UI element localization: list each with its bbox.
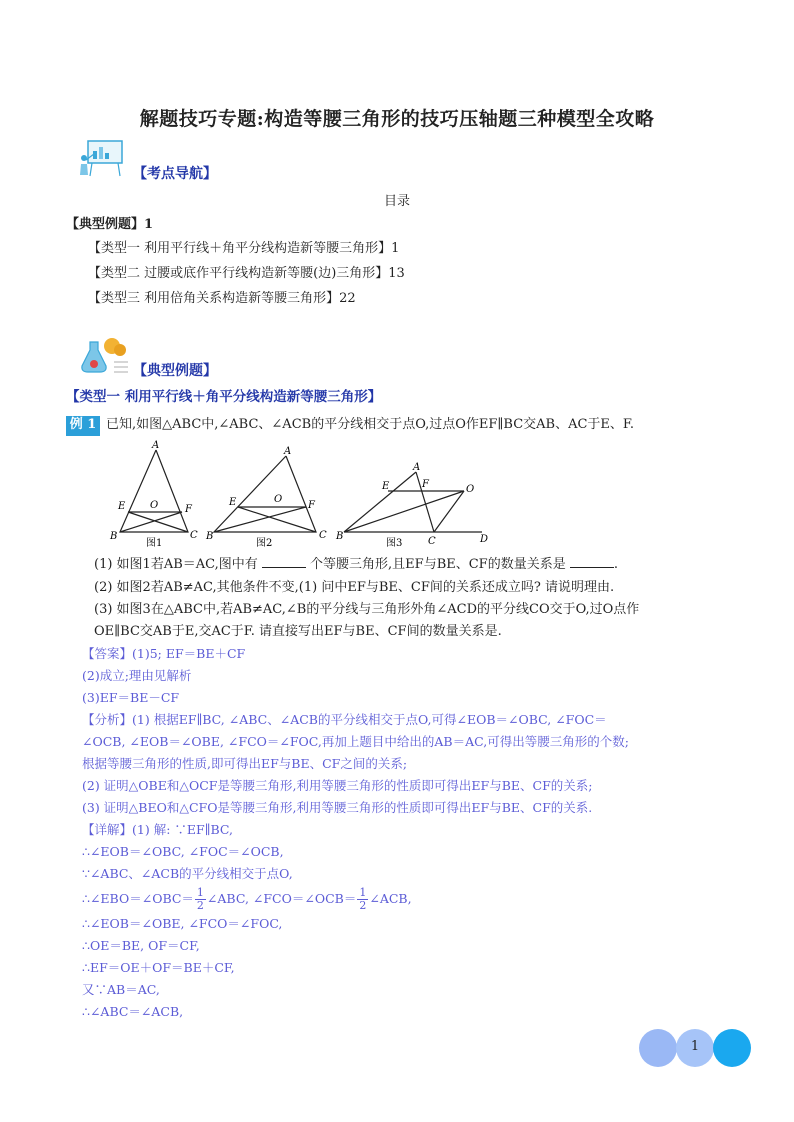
label-a: A	[284, 446, 292, 457]
q1-part-b: 个等腰三角形,且EF与BE、CF的数量关系是	[310, 557, 566, 572]
toc-item[interactable]: 【类型二 过腰或底作平行线构造新等腰(边)三角形】13	[88, 266, 405, 281]
question-3-line2: OE∥BC交AB于E,交AC于F. 请直接写出EF与BE、CF间的数量关系是.	[94, 624, 502, 639]
analysis-line: ∠OCB, ∠EOB＝∠OBE, ∠FCO＝∠FOC,再加上题目中给出的AB＝AC,可得出等腰三角形的个数;	[82, 734, 629, 749]
label-e: E	[229, 497, 237, 508]
triangle-abc	[214, 456, 316, 532]
toc-item[interactable]: 【类型一 利用平行线＋角平分线构造新等腰三角形】1	[88, 241, 400, 256]
detail-line: 又∵AB＝AC,	[82, 982, 160, 997]
label-o: O	[150, 500, 159, 511]
label-f: F	[185, 504, 192, 515]
answer-line: 【答案】(1)5; EF＝BE＋CF	[82, 646, 246, 661]
analysis-label: 【分析】	[82, 712, 133, 727]
label-a: A	[152, 440, 160, 451]
answer-label: 【答案】	[82, 646, 133, 661]
detail-line: ∴∠ABC＝∠ACB,	[82, 1004, 184, 1019]
flask-icon	[80, 336, 130, 376]
label-b: B	[336, 531, 344, 542]
detail-line: ∴OE＝BE, OF＝CF,	[82, 938, 200, 953]
page-number-badge	[638, 1028, 752, 1068]
label-f: F	[308, 500, 315, 511]
detail-line: ∴∠EBO＝∠OBC＝ $\frac{1}{2}$ ∠ABC, ∠FCO＝∠OCB＝ $\frac{1}{2}$ ∠ACB,	[82, 886, 412, 912]
geometry-figures	[104, 438, 504, 550]
fig1-caption: 图1	[146, 538, 163, 549]
detail-line: ∴∠EOB＝∠OBE, ∠FCO＝∠FOC,	[82, 916, 283, 931]
solution	[82, 643, 732, 1023]
fraction: $\frac{1}{2}$	[196, 886, 204, 912]
label-o: O	[466, 484, 475, 495]
label-b: B	[206, 531, 214, 542]
label-d: D	[480, 534, 489, 545]
whiteboard-icon	[78, 138, 126, 178]
figure-3	[344, 472, 482, 532]
analysis-line: 根据等腰三角形的性质,即可得出EF与BE、CF之间的关系;	[82, 756, 408, 771]
question-1	[94, 555, 618, 575]
label-o: O	[274, 494, 283, 505]
label-e: E	[118, 501, 126, 512]
detail-label: 【详解】	[82, 822, 133, 837]
figure-2	[214, 456, 316, 532]
label-a: A	[413, 462, 421, 473]
question-2: (2) 如图2若AB≠AC,其他条件不变,(1) 问中EF与BE、CF间的关系还成立吗? 请说明理由.	[94, 580, 615, 595]
figure-1	[120, 450, 188, 532]
problem-stem: 已知,如图△ABC中,∠ABC、∠ACB的平分线相交于点O,过点O作EF∥BC交AB、AC于E、F.	[106, 417, 635, 432]
label-c: C	[428, 536, 436, 547]
analysis-line: (3) 证明△BEO和△CFO是等腰三角形,利用等腰三角形的性质即可得出EF与BE、CF的关系.	[82, 800, 593, 815]
detail-line: ∴∠EOB＝∠OBC, ∠FOC＝∠OCB,	[82, 844, 284, 859]
answer-line: (3)EF＝BE－CF	[82, 690, 180, 705]
page-title: 解题技巧专题:构造等腰三角形的技巧压轴题三种模型全攻略	[139, 108, 655, 130]
toc-item[interactable]: 【类型三 利用倍角关系构造新等腰三角形】22	[88, 291, 356, 306]
label-c: C	[319, 530, 327, 541]
triangle-abc	[120, 450, 188, 532]
example-badge: 例 1	[66, 416, 100, 434]
label-b: B	[110, 531, 118, 542]
q1-part-c: .	[613, 557, 618, 572]
label-f: F	[422, 479, 429, 490]
fig2-caption: 图2	[256, 538, 273, 549]
analysis-line: 【分析】(1) 根据EF∥BC, ∠ABC、∠ACB的平分线相交于点O,可得∠EOB＝∠OBC, ∠FOC＝	[82, 712, 607, 727]
answer-line: (2)成立;理由见解析	[82, 668, 192, 683]
nav-header: 【考点导航】	[133, 166, 217, 182]
label-c: C	[190, 530, 198, 541]
fraction: $\frac{1}{2}$	[359, 886, 367, 912]
toc-title: 目录	[383, 194, 410, 209]
page-number: 1	[690, 1039, 700, 1054]
detail-line: ∵∠ABC、∠ACB的平分线相交于点O,	[82, 866, 293, 881]
answer-blank	[262, 555, 306, 568]
fig3-caption: 图3	[386, 538, 403, 549]
detail-line: 【详解】(1) 解: ∵EF∥BC,	[82, 822, 233, 837]
type1-header: 【类型一 利用平行线＋角平分线构造新等腰三角形】	[66, 389, 382, 405]
examples-header: 【典型例题】	[133, 363, 217, 379]
q1-part-a: (1) 如图1若AB＝AC,图中有	[94, 557, 258, 572]
analysis-line: (2) 证明△OBE和△OCF是等腰三角形,利用等腰三角形的性质即可得出EF与BE、CF的关系;	[82, 778, 593, 793]
detail-line: ∴EF＝OE＋OF＝BE＋CF,	[82, 960, 235, 975]
toc-section: 【典型例题】1	[66, 217, 154, 232]
question-3-line1: (3) 如图3在△ABC中,若AB≠AC,∠B的平分线与三角形外角∠ACD的平分线CO交于O,过O点作	[94, 602, 640, 617]
answer-blank	[570, 555, 614, 568]
label-e: E	[382, 481, 390, 492]
